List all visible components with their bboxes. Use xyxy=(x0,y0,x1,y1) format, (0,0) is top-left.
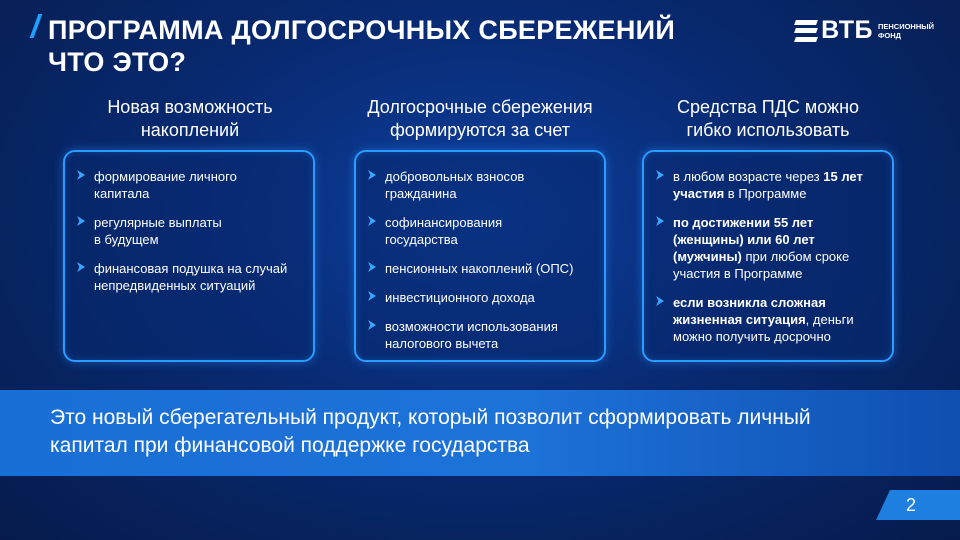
item-text: непредвиденных ситуаций xyxy=(94,278,256,293)
item-text-bold: если возникла сложная xyxy=(673,295,826,310)
logo-name: ВТБ xyxy=(821,16,873,44)
item-text: капитала xyxy=(94,186,150,201)
item-text: софинансирования xyxy=(385,215,503,230)
chevron-right-icon xyxy=(368,262,376,272)
slide-title xyxy=(48,14,675,78)
item-text: добровольных взносов xyxy=(385,169,525,184)
list-item xyxy=(368,289,594,306)
title-line-2: ЧТО ЭТО? xyxy=(48,47,187,77)
item-text: формирование личного xyxy=(94,169,237,184)
column-3-heading-line-1: Средства ПДС можно xyxy=(676,97,860,117)
column-1-heading xyxy=(50,96,330,142)
summary-line-2: капитал при финансовой поддержке государства xyxy=(50,434,530,457)
chevron-right-icon xyxy=(656,216,664,226)
list-item xyxy=(368,214,594,248)
column-1-heading-line-1: Новая возможность xyxy=(107,97,273,117)
chevron-right-icon xyxy=(77,170,85,180)
item-text: инвестиционного дохода xyxy=(385,290,535,305)
chevron-right-icon xyxy=(368,216,376,226)
item-text-bold: (женщины) или 60 лет xyxy=(673,232,815,247)
chevron-right-icon xyxy=(77,216,85,226)
list-item xyxy=(368,260,594,277)
column-2-card xyxy=(354,150,606,362)
item-text: в будущем xyxy=(94,232,159,247)
list-item xyxy=(656,214,882,282)
item-text: финансовая подушка на случай xyxy=(94,261,288,276)
item-text: , деньги xyxy=(805,312,854,327)
logo-sub-line-2: ФОНД xyxy=(877,30,901,40)
logo-subtitle xyxy=(878,22,934,40)
item-text: в Программе xyxy=(724,186,807,201)
item-text-bold: по достижении 55 лет xyxy=(673,215,814,230)
column-1-card xyxy=(63,150,315,362)
summary-text xyxy=(50,404,930,460)
chevron-right-icon xyxy=(368,320,376,330)
item-text: налогового вычета xyxy=(385,336,499,351)
column-3-card xyxy=(642,150,894,362)
vtb-logo-icon xyxy=(795,20,817,42)
page-number-tab xyxy=(876,490,960,520)
column-3-heading xyxy=(628,96,908,142)
title-line-1: ПРОГРАММА ДОЛГОСРОЧНЫХ СБЕРЕЖЕНИЙ xyxy=(48,15,676,45)
chevron-right-icon xyxy=(656,170,664,180)
item-text-bold: жизненная ситуация xyxy=(673,312,806,327)
item-text: при любом сроке xyxy=(741,249,850,264)
item-text-bold: 15 лет xyxy=(823,169,863,184)
list-item xyxy=(77,260,303,294)
chevron-right-icon xyxy=(656,296,664,306)
column-2-heading-line-2: формируются за счет xyxy=(389,120,571,140)
chevron-right-icon xyxy=(368,170,376,180)
item-text-bold: участия xyxy=(673,186,725,201)
list-item xyxy=(656,168,882,202)
vtb-logo xyxy=(795,16,934,45)
item-text: возможности использования xyxy=(385,319,558,334)
chevron-right-icon xyxy=(368,291,376,301)
column-2-heading-line-1: Долгосрочные сбережения xyxy=(367,97,593,117)
title-accent-slash xyxy=(30,14,43,38)
summary-line-1: Это новый сберегательный продукт, который позволит сформировать личный xyxy=(50,406,811,429)
chevron-right-icon xyxy=(77,262,85,272)
list-item xyxy=(368,318,594,352)
list-item xyxy=(77,214,303,248)
column-1-heading-line-2: накоплений xyxy=(140,120,240,140)
item-text: государства xyxy=(385,232,458,247)
item-text-bold: (мужчины) xyxy=(673,249,742,264)
page-number: 2 xyxy=(905,495,916,515)
list-item xyxy=(656,294,882,345)
logo-sub-line-1: ПЕНСИОННЫЙ xyxy=(877,21,934,31)
column-2-heading xyxy=(340,96,620,142)
column-3-heading-line-2: гибко использовать xyxy=(686,120,850,140)
item-text: участия в Программе xyxy=(673,266,803,281)
list-item xyxy=(77,168,303,202)
item-text: регулярные выплаты xyxy=(94,215,222,230)
item-text: гражданина xyxy=(385,186,457,201)
item-text: можно получить досрочно xyxy=(673,329,831,344)
item-text: в любом возрасте через xyxy=(673,169,824,184)
item-text: пенсионных накоплений (ОПС) xyxy=(385,261,574,276)
list-item xyxy=(368,168,594,202)
